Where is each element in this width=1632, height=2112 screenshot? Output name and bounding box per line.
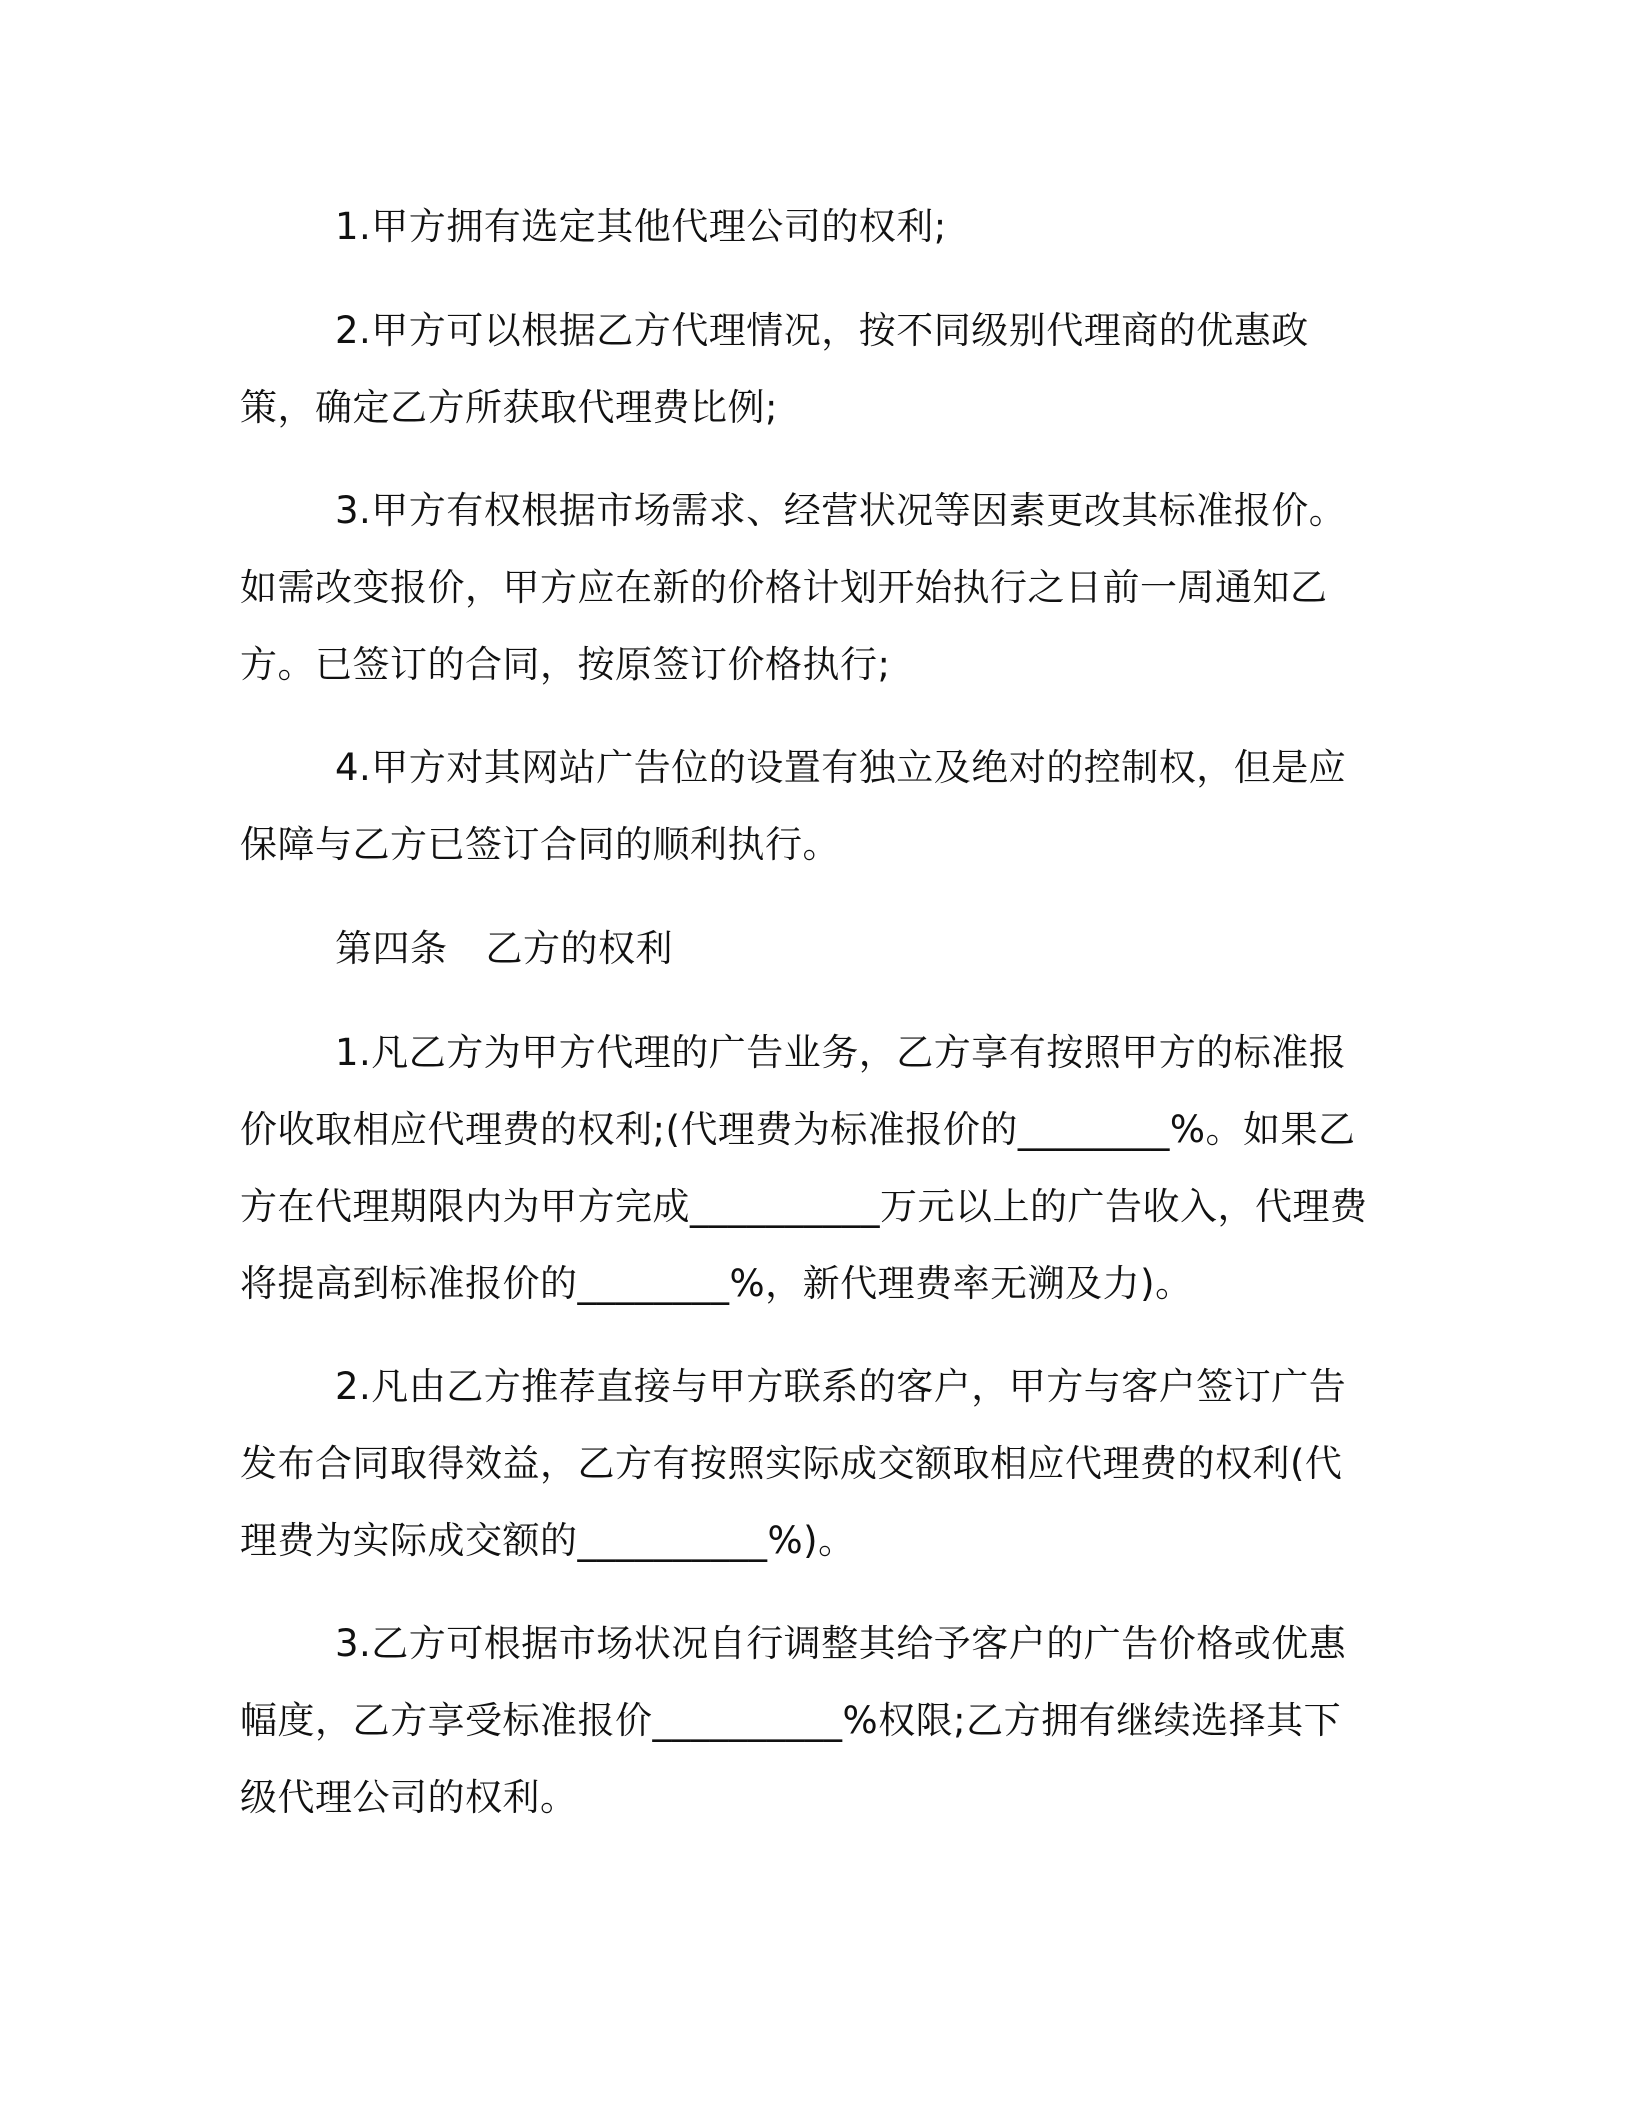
- clause-3-4: 4.甲方对其网站广告位的设置有独立及绝对的控制权，但是应保障与乙方已签订合同的顺利执行。: [240, 746, 1347, 866]
- clause-4-2: 2.凡由乙方推荐直接与甲方联系的客户，甲方与客户签订广告发布合同取得效益，乙方有按照实际成交额取相应代理费的权利(代理费为实际成交额的__________%)。: [240, 1365, 1347, 1562]
- document-body: [240, 188, 1370, 1836]
- clause-3-3: 3.甲方有权根据市场需求、经营状况等因素更改其标准报价。如需改变报价，甲方应在新的价格计划开始执行之日前一周通知乙方。已签订的合同，按原签订价格执行;: [240, 489, 1347, 686]
- article-four-heading: [240, 910, 1370, 987]
- clause-4-1: 1.凡乙方为甲方代理的广告业务，乙方享有按照甲方的标准报价收取相应代理费的权利;(代理费为标准报价的________%。如果乙方在代理期限内为甲方完成__________万元以上的广告收入，代理费将提高到标准报价的________%，新代理费率无溯及力)。: [240, 1031, 1368, 1305]
- article-four-title: 乙方的权利: [485, 927, 673, 970]
- clause-4-3: 3.乙方可根据市场状况自行调整其给予客户的广告价格或优惠幅度，乙方享受标准报价__________%权限;乙方拥有继续选择其下级代理公司的权利。: [240, 1622, 1347, 1819]
- clause-3-2: 2.甲方可以根据乙方代理情况，按不同级别代理商的优惠政策，确定乙方所获取代理费比例;: [240, 309, 1309, 429]
- article-four-number: 第四条: [335, 927, 448, 970]
- clause-3-1: 1.甲方拥有选定其他代理公司的权利;: [335, 205, 947, 248]
